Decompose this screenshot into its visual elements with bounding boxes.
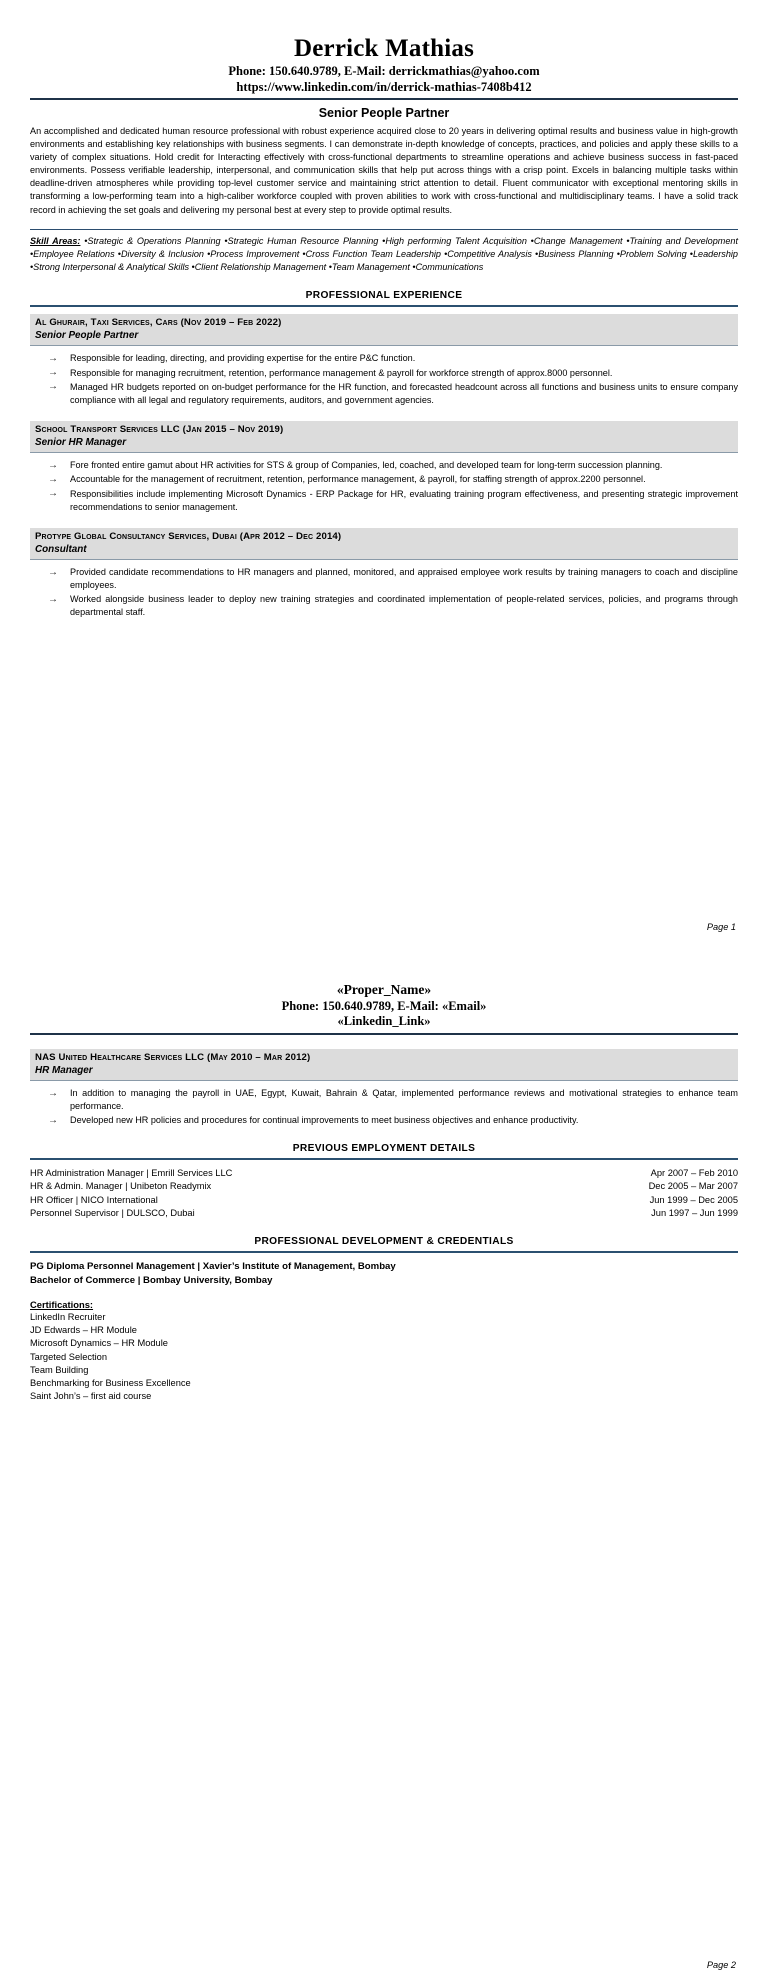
page2-candidate-linkedin[interactable]: «Linkedin_Link»	[337, 1014, 431, 1028]
education-entry: PG Diploma Personnel Management | Xavier’s Institute of Management, Bombay	[30, 1261, 396, 1273]
list-item: → Managed HR budgets reported on on-budget performance for the HR function, and forecasted headcount across all functions and business units to ensure company compliance with all legal and regulatory requirements, auditors, and government agencies.	[48, 381, 738, 407]
list-item: → Responsible for leading, directing, and providing expertise for the entire P&C function.	[48, 352, 738, 365]
job-header	[30, 314, 738, 346]
resume-page-2	[0, 954, 768, 1988]
skill-areas-label: Skill Areas:	[30, 235, 81, 246]
professional-summary: An accomplished and dedicated human resource professional with robust experience acquired close to 20 years in delivering optimal results and business value in high-growth environments and establishing key relationships with business segments. I can demonstrate in-depth knowledge of concepts, practices, and policies and apply these skills to a variety of complex situations. Hold credit for Interacting effectively with cross-functional departments to streamline operations and achieve business success in fast-paced environments. Possess verifiable leadership, interpersonal, and communication skills that help put across things with a crisp point. Excels in balancing multiple tasks within deadline-driven atmospheres while providing top-level customer service and maintaining strict attention to detail. Fluent communicator with exceptional mentoring skills in transforming a low-performing team into a high-caliber workforce coupled with proven abilities to work with cross-functional and multidisciplinary teams. I have a solid track record in achieving the set goals and delivering my personal best at every step to provide optimal results.	[30, 126, 738, 215]
job-duties-list	[30, 352, 738, 406]
header-divider	[30, 98, 738, 100]
job-entry	[30, 528, 738, 620]
skill-areas-list: •Strategic & Operations Planning •Strategic Human Resource Planning •High performing Talent Acquisition •Change Management •Training and Development •Employee Relations •Diversity & Inclusion •Process Improvement •Cross Function Team Leadership •Competitive Analysis •Business Planning •Problem Solving •Leadership •Strong Interpersonal & Analytical Skills •Client Relationship Management •Team Management •Communications	[30, 235, 738, 272]
job-duties-list	[30, 1087, 738, 1127]
list-item: → Developed new HR policies and procedures for continual improvements to meet business objectives and enhance productivity.	[48, 1114, 738, 1127]
job-duties-list	[30, 566, 738, 619]
job-header	[30, 528, 738, 560]
job-header	[30, 421, 738, 453]
page-number: Page 2	[706, 1960, 736, 1970]
list-item: → Provided candidate recommendations to HR managers and planned, monitored, and appraised employee work results by training managers to coach and discipline employees.	[48, 566, 738, 592]
job-entry	[30, 314, 738, 407]
job-entry	[30, 1049, 738, 1128]
job-header-underline	[30, 452, 738, 453]
list-item: → Worked alongside business leader to deploy new training strategies and coordinated implementation of people-related services, policies, and programs through departmental staff.	[48, 593, 738, 619]
section-divider-development-credentials	[30, 1251, 738, 1253]
page2-candidate-name: «Proper_Name»	[336, 982, 432, 997]
section-heading-previous-employment: PREVIOUS EMPLOYMENT DETAILS	[292, 1143, 476, 1155]
certifications-label: Certifications:	[30, 1298, 94, 1310]
section-divider-professional-experience	[30, 305, 738, 307]
employment-dates: Jun 1997 – Jun 1999	[651, 1207, 738, 1218]
job-title: Consultant	[35, 544, 87, 556]
page-number: Page 1	[706, 922, 736, 932]
list-item: → Responsible for managing recruitment, retention, performance management & payroll for workforce strength of approx.8000 personnel.	[48, 367, 738, 380]
employment-dates: Jun 1999 – Dec 2005	[649, 1194, 738, 1205]
employment-role: HR & Admin. Manager | Unibeton Readymix	[30, 1181, 212, 1192]
job-entry	[30, 421, 738, 514]
certification-item: LinkedIn Recruiter	[30, 1311, 106, 1322]
job-title: Senior People Partner	[35, 330, 139, 342]
job-header	[30, 1049, 738, 1081]
employment-role: Personnel Supervisor | DULSCO, Dubai	[30, 1207, 195, 1218]
page2-document-header	[30, 982, 738, 1030]
job-title: Senior HR Manager	[35, 437, 127, 449]
certification-item: Microsoft Dynamics – HR Module	[30, 1338, 168, 1349]
candidate-name: Derrick Mathias	[293, 35, 475, 62]
job-header-underline	[30, 559, 738, 560]
list-item: → Accountable for the management of recruitment, retention, performance management, & payroll, for staffing strength of approx.2200 personnel.	[48, 473, 738, 486]
job-header-underline	[30, 1080, 738, 1081]
education-entry: Bachelor of Commerce | Bombay University, Bombay	[30, 1274, 273, 1286]
job-company: NAS United Healthcare Services LLC (May 2010 – Mar 2012)	[35, 1051, 311, 1063]
job-company: Al Ghurair, Taxi Services, Cars (Nov 2019 – Feb 2022)	[35, 316, 282, 328]
employment-role: HR Administration Manager | Emrill Services LLC	[30, 1168, 233, 1179]
document-header	[30, 34, 738, 95]
table-row	[30, 1194, 738, 1207]
section-divider-previous-employment	[30, 1158, 738, 1160]
certification-item: Benchmarking for Business Excellence	[30, 1377, 191, 1388]
employment-dates: Dec 2005 – Mar 2007	[648, 1181, 738, 1192]
page2-header-divider	[30, 1033, 738, 1035]
candidate-linkedin[interactable]: https://www.linkedin.com/in/derrick-mathias-7408b412	[236, 79, 532, 94]
previous-employment-table	[30, 1167, 738, 1220]
job-duties-list	[30, 459, 738, 513]
skills-divider	[30, 229, 738, 230]
certification-item: JD Edwards – HR Module	[30, 1325, 137, 1336]
table-row	[30, 1207, 738, 1220]
table-row	[30, 1180, 738, 1193]
list-item: → In addition to managing the payroll in UAE, Egypt, Kuwait, Bahrain & Qatar, implemented performance reviews and motivational strategies to enhance team performance.	[48, 1087, 738, 1113]
list-item: → Fore fronted entire gamut about HR activities for STS & group of Companies, led, coached, and developed team for long-term succession planning.	[48, 459, 738, 472]
certification-item: Team Building	[30, 1364, 89, 1375]
job-company: Protype Global Consultancy Services, Dubai (Apr 2012 – Dec 2014)	[35, 530, 342, 542]
table-row	[30, 1167, 738, 1180]
certification-item: Saint John’s – first aid course	[30, 1391, 152, 1402]
page2-candidate-contact: Phone: 150.640.9789, E-Mail: «Email»	[281, 998, 487, 1013]
job-header-underline	[30, 345, 738, 346]
section-heading-development-credentials: PROFESSIONAL DEVELOPMENT & CREDENTIALS	[254, 1236, 514, 1248]
employment-dates: Apr 2007 – Feb 2010	[650, 1168, 738, 1179]
employment-role: HR Officer | NICO International	[30, 1194, 158, 1205]
list-item: → Responsibilities include implementing Microsoft Dynamics - ERP Package for HR, evaluating training program effectiveness, and presenting strategic improvement recommendations to senior management.	[48, 488, 738, 514]
job-company: School Transport Services LLC (Jan 2015 – Nov 2019)	[35, 423, 284, 435]
candidate-contact: Phone: 150.640.9789, E-Mail: derrickmathias@yahoo.com	[228, 64, 540, 78]
skill-areas	[30, 235, 738, 274]
section-heading-professional-experience: PROFESSIONAL EXPERIENCE	[305, 289, 463, 301]
page-title: Senior People Partner	[318, 106, 450, 120]
job-title: HR Manager	[35, 1065, 93, 1076]
resume-page-1	[0, 0, 768, 954]
certification-item: Targeted Selection	[30, 1351, 108, 1362]
